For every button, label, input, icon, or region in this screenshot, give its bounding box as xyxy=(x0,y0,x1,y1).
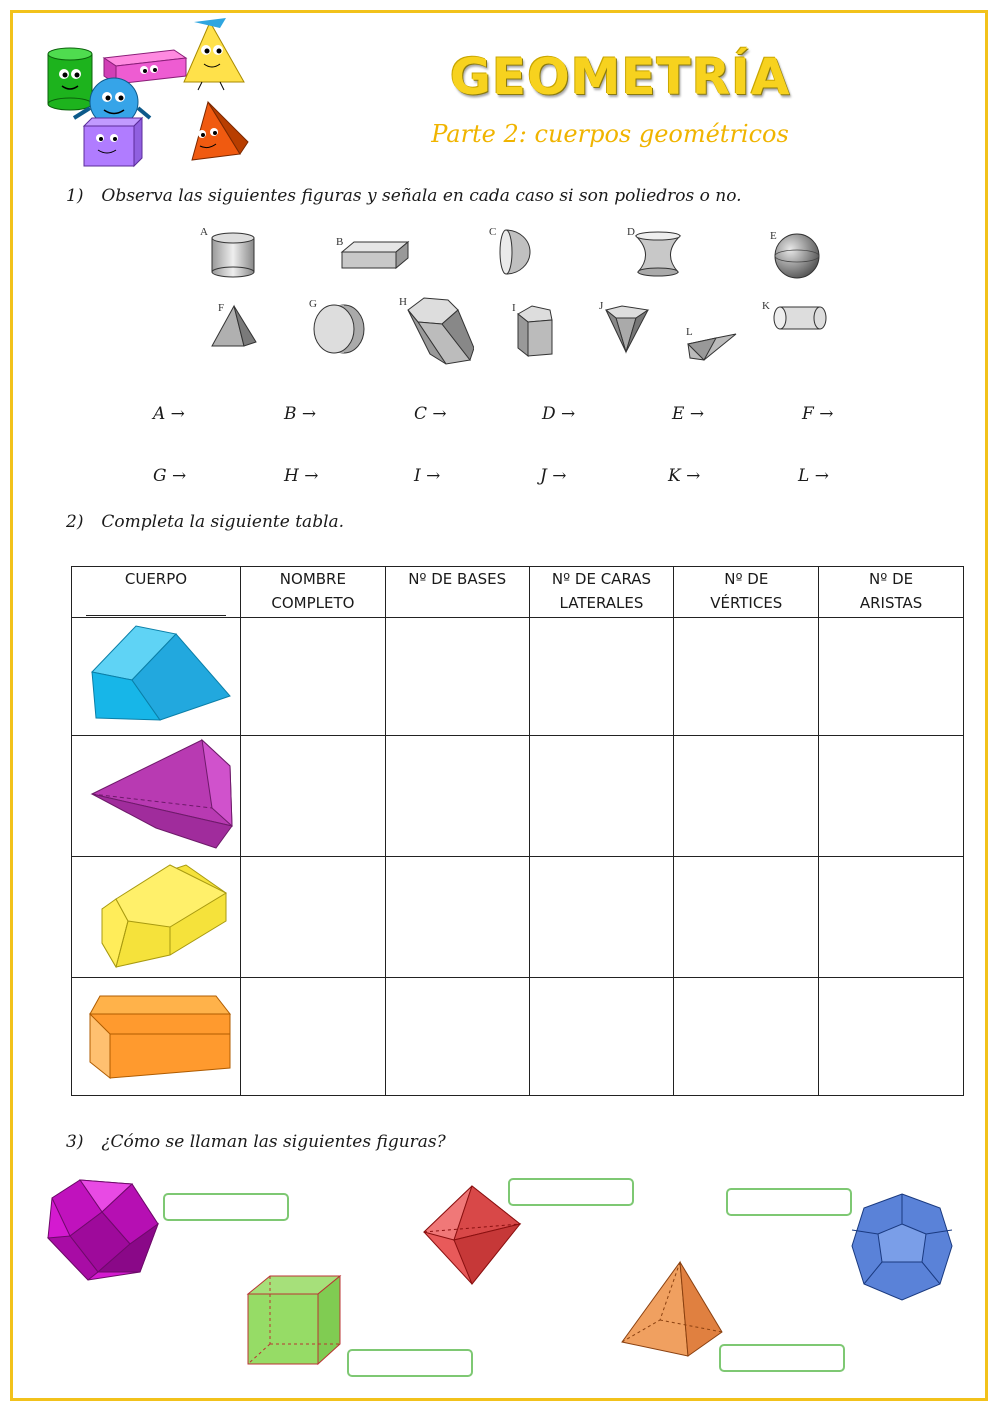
properties-table xyxy=(71,566,964,1096)
shape-letter-j: J xyxy=(599,300,604,312)
cell-vertices-2[interactable] xyxy=(674,736,819,857)
question-2-text: Completa la siguiente tabla. xyxy=(101,512,345,532)
cell-aristas-4[interactable] xyxy=(819,978,964,1096)
shape-letter-b: B xyxy=(336,236,344,248)
shape-letter-g: G xyxy=(309,298,317,310)
shape-letter-a: A xyxy=(200,226,208,238)
cell-caras-1[interactable] xyxy=(529,618,674,736)
answer-box-icosahedron[interactable] xyxy=(163,1193,289,1221)
header-caras xyxy=(529,567,674,618)
header-nombre-line1: NOMBRE xyxy=(279,570,346,588)
cell-vertices-4[interactable] xyxy=(674,978,819,1096)
header-aristas-line1: Nº DE xyxy=(869,570,914,588)
header-caras-line2: LATERALES xyxy=(559,594,644,612)
header-bases-label: Nº DE BASES xyxy=(408,570,507,588)
lying-cylinder-k-figure xyxy=(770,304,830,334)
shape-letter-k: K xyxy=(762,300,770,312)
cell-caras-4[interactable] xyxy=(529,978,674,1096)
purple-pentagonal-pyramid-figure xyxy=(76,736,236,852)
cylinder-a-figure xyxy=(208,230,260,278)
answer-box-dodecahedron[interactable] xyxy=(726,1188,852,1216)
header-bases xyxy=(385,567,529,618)
header-vertices xyxy=(674,567,819,618)
page-subtitle: Parte 2: cuerpos geométricos xyxy=(431,120,789,148)
blue-triangular-prism-figure xyxy=(76,618,236,728)
table-row xyxy=(72,618,964,736)
header-cuerpo xyxy=(72,567,241,618)
header-nombre-line2: COMPLETO xyxy=(271,594,355,612)
answer-label-e: E → xyxy=(672,404,705,424)
cell-nombre-3[interactable] xyxy=(240,857,385,978)
cell-bases-1[interactable] xyxy=(385,618,529,736)
cell-bases-2[interactable] xyxy=(385,736,529,857)
shape-letter-h: H xyxy=(399,296,407,308)
question-3-number: 3) xyxy=(66,1132,84,1152)
orange-pyramid-mascot xyxy=(192,102,248,160)
shape-letter-i: I xyxy=(512,302,516,314)
green-cylinder-mascot xyxy=(48,48,92,110)
answer-box-octahedron[interactable] xyxy=(508,1178,634,1206)
question-3 xyxy=(66,1132,446,1152)
header-vertices-line2: VÉRTICES xyxy=(710,594,783,612)
answer-label-g: G → xyxy=(153,466,187,486)
pentagonal-prism-i-figure xyxy=(514,304,556,360)
cell-aristas-3[interactable] xyxy=(819,857,964,978)
cell-nombre-2[interactable] xyxy=(240,736,385,857)
cell-body-triangular-prism xyxy=(72,618,241,736)
cell-caras-2[interactable] xyxy=(529,736,674,857)
answer-label-f: F → xyxy=(802,404,834,424)
shape-mascots xyxy=(44,14,254,170)
shape-letter-l: L xyxy=(686,326,693,338)
header-cuerpo-underline xyxy=(86,615,226,616)
answer-label-i: I → xyxy=(414,466,441,486)
question-1 xyxy=(66,186,742,206)
box-b-figure xyxy=(336,240,412,272)
sphere-e-figure xyxy=(772,232,822,280)
answer-label-j: J → xyxy=(540,466,567,486)
pyramid-f-figure xyxy=(208,302,260,350)
table-row xyxy=(72,978,964,1096)
cell-aristas-2[interactable] xyxy=(819,736,964,857)
question-1-text: Observa las siguientes figuras y señala en cada caso si son poliedros o no. xyxy=(101,186,742,206)
inverted-pyramid-j-figure xyxy=(602,304,654,354)
answer-label-b: B → xyxy=(284,404,317,424)
answer-box-cube[interactable] xyxy=(347,1349,473,1377)
disc-g-figure xyxy=(310,302,368,356)
table-header-row xyxy=(72,567,964,618)
question-2-number: 2) xyxy=(66,512,84,532)
cube-figure xyxy=(244,1274,344,1370)
cell-body-rectangular-prism xyxy=(72,978,241,1096)
question-2 xyxy=(66,512,344,532)
cell-body-pentagonal-pyramid xyxy=(72,736,241,857)
yellow-hexagonal-prism-figure xyxy=(76,857,236,973)
answer-label-d: D → xyxy=(542,404,576,424)
purple-cube-mascot xyxy=(84,118,142,166)
shape-letter-d: D xyxy=(627,226,635,238)
dodecahedron-figure xyxy=(848,1190,956,1304)
shape-letter-e: E xyxy=(770,230,777,242)
answer-label-a: A → xyxy=(153,404,185,424)
page-title: GEOMETRÍA xyxy=(450,48,791,106)
header-aristas xyxy=(819,567,964,618)
table-row xyxy=(72,736,964,857)
cell-vertices-3[interactable] xyxy=(674,857,819,978)
hemisphere-c-figure xyxy=(496,228,536,278)
square-pyramid-figure xyxy=(618,1260,728,1360)
answer-label-l: L → xyxy=(798,466,829,486)
cell-caras-3[interactable] xyxy=(529,857,674,978)
icosahedron-figure xyxy=(44,1176,164,1284)
cell-aristas-1[interactable] xyxy=(819,618,964,736)
cell-nombre-1[interactable] xyxy=(240,618,385,736)
answer-label-h: H → xyxy=(284,466,319,486)
table-row xyxy=(72,857,964,978)
hyperboloid-d-figure xyxy=(632,230,684,278)
answer-label-c: C → xyxy=(414,404,447,424)
header-caras-line1: Nº DE CARAS xyxy=(551,570,652,588)
answer-box-pyramid[interactable] xyxy=(719,1344,845,1372)
shape-letter-f: F xyxy=(218,302,225,314)
yellow-cone-mascot xyxy=(184,18,244,90)
pyramid-l-figure xyxy=(686,330,738,364)
shape-letter-c: C xyxy=(489,226,497,238)
prism-h-figure xyxy=(404,294,474,368)
header-aristas-line2: ARISTAS xyxy=(859,594,923,612)
header-nombre xyxy=(240,567,385,618)
cell-vertices-1[interactable] xyxy=(674,618,819,736)
question-3-text: ¿Cómo se llaman las siguientes figuras? xyxy=(101,1132,446,1152)
cell-nombre-4[interactable] xyxy=(240,978,385,1096)
orange-rectangular-prism-figure xyxy=(76,978,236,1088)
header-vertices-line1: Nº DE xyxy=(724,570,769,588)
cell-bases-3[interactable] xyxy=(385,857,529,978)
question-1-number: 1) xyxy=(66,186,84,206)
answer-label-k: K → xyxy=(668,466,701,486)
header-cuerpo-label: CUERPO xyxy=(124,570,188,588)
cell-body-hexagonal-prism xyxy=(72,857,241,978)
cell-bases-4[interactable] xyxy=(385,978,529,1096)
